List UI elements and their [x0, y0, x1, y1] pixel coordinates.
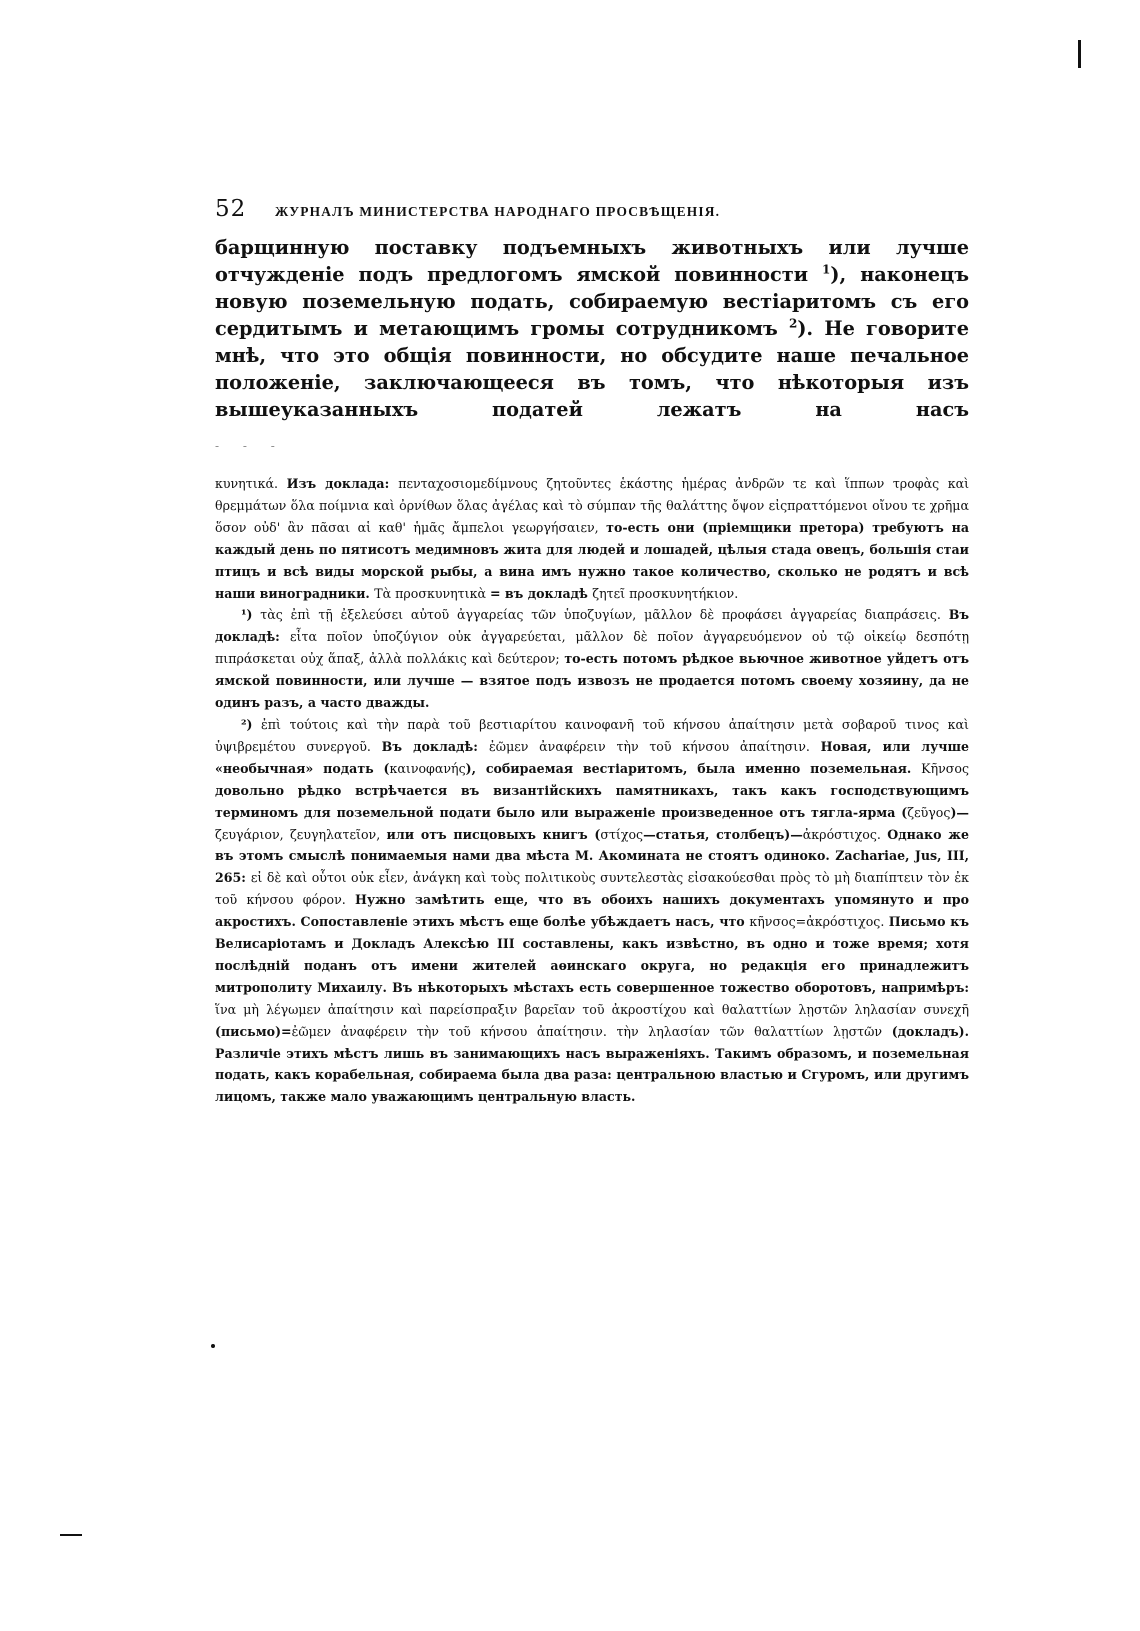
footnotes: [215, 473, 969, 1108]
greek-quote: ζητεῖ προσκυνητήκιον.: [592, 585, 739, 601]
greek-quote: στίχος: [600, 826, 644, 842]
greek-quote: Κῆνσος: [921, 760, 969, 776]
russian-text: (докладъ). Различіе этихъ мѣстъ лишь въ занимающихъ насъ выраженіяхъ. Такимъ образомъ, и поземельная подать, какъ корабельная, собираема была два раза: центральною властью и Сгуромъ, или другимъ лицомъ, также мало уважающимъ центральную власть.: [215, 1023, 969, 1105]
greek-quote: εἰ δὲ καὶ οὗτοι οὐκ εἶεν, ἀνάγκη καὶ τοὺς πολιτικοὺς συντελεστὰς εἰσακούεσθαι πρὸς τὸ μὴ διαπίπτειν τὸν ἐκ τοῦ κήνσου φόρον.: [215, 870, 969, 908]
russian-text: Нужно замѣтить еще, что въ обоихъ нашихъ документахъ упомянуто и про акростихъ. Сопоставленіе этихъ мѣстъ еще болѣе убѣждаетъ насъ, что: [215, 892, 969, 930]
greek-quote: ζεῦγος: [907, 804, 951, 820]
russian-text: —статья, столбецъ)—: [643, 826, 803, 842]
footnote-marker: ²): [241, 716, 253, 732]
russian-text: )—: [950, 804, 969, 820]
running-title: ЖУРНАЛЪ МИНИСТЕРСТВА НАРОДНАГО ПРОСВѢЩЕНІЯ.: [275, 204, 721, 219]
scan-edge-mark: [1078, 40, 1081, 68]
greek-quote: ζευγάριον, ζευγηλατεῖον,: [215, 826, 387, 842]
russian-text: Письмо къ Велисаріотамъ и Докладъ Алексѣю III составлены, какъ извѣстно, въ одно и тоже время; хотя послѣдній поданъ отъ имени жителей аѳинскаго округа, но редакція его принадлежитъ митрополиту Михаилу. Въ нѣкоторыхъ мѣстахъ есть совершенное тожество оборотовъ, напримѣръ:: [215, 914, 969, 995]
stray-dot: [211, 1344, 215, 1348]
russian-text: = въ докладѣ: [489, 585, 593, 601]
russian-text: Однако же въ этомъ смыслѣ понимаемыя нами два мѣста М. Акомината не стоятъ одиноко. Zachariae, Jus, III, 265:: [215, 826, 969, 886]
footnote-marker: ¹): [241, 607, 253, 623]
footnote-1: [215, 604, 969, 714]
page-number: 52: [215, 196, 247, 222]
russian-text: или отъ писцовыхъ книгъ (: [386, 826, 601, 842]
footnote-continuation: [215, 473, 969, 604]
footnote-ref: 1: [822, 262, 831, 277]
footnote-2: [215, 714, 969, 1108]
russian-text: довольно рѣдко встрѣчается въ византійскихъ памятникахъ, такъ какъ господствующимъ терминомъ для поземельной подати было или выраженіе произведенное отъ тягла-ярма (: [215, 782, 969, 820]
greek-quote: ἵνα μὴ λέγωμεν ἀπαίτησιν καὶ παρείσπραξιν βαρεῖαν τοῦ ἀκροστίχου καὶ θαλαττίων λῃστῶν ληλασίαν συνεχῆ: [215, 1001, 969, 1017]
greek-quote: ἐῶμεν ἀναφέρειν τὴν τοῦ κήνσου ἀπαίτησιν.: [489, 738, 821, 754]
main-paragraph: [215, 234, 969, 423]
main-text-part: барщинную поставку подъемныхъ животныхъ или лучше отчужденіе подъ предлогомъ ямской повинности: [215, 236, 969, 286]
russian-text: Въ докладѣ:: [381, 738, 490, 754]
main-text: [215, 234, 969, 423]
main-text-part: ). Не говорите мнѣ, что это общія повинности, но обсудите наше печальное положеніе, заключающееся въ томъ, что нѣкоторыя изъ вышеуказанныхъ податей лежатъ на насъ: [215, 317, 969, 421]
greek-quote: πενταχοσιομεδίμνους ζητοῦντες ἑκάστης ἡμέρας ἀνδρῶν τε καὶ ἵππων τροφὰς καὶ θρεμμάτων ὅλα ποίμνια καὶ ὀρνίθων ὅλας ἀγέλας καὶ τὸ σύμπαν τῆς θαλάττης ὄψον εἰςπραττόμενοι οἴνου τε χρῆμα ὅσον οὐδ' ἂν πᾶσαι αἱ καθ' ἡμᾶς ἄμπελοι γεωργήσαιεν,: [215, 476, 970, 535]
main-text-part: ), наконецъ новую поземельную подать, собираемую вестіаритомъ съ его сердитымъ и метающимъ громы сотрудникомъ: [215, 263, 969, 340]
separator-rule: - - -: [215, 439, 285, 453]
russian-text: Новая, или лучше «необычная» подать (: [215, 738, 969, 776]
scan-edge-mark: [60, 1534, 82, 1536]
russian-text: ), собираемая вестіаритомъ, была именно поземельная.: [465, 760, 922, 776]
greek-quote: εἶτα ποῖον ὑποζύγιον οὐκ ἀγγαρεύεται, μᾶλλον δὲ ποῖον ἀγγαρευόμενον οὐ τῷ οἰκείῳ δεσπότῃ πιπράσκεται οὐχ ἅπαξ, ἀλλὰ πολλάκις καὶ δεύτερον;: [215, 629, 969, 667]
footnote-ref: 2: [788, 316, 798, 331]
greek-quote: ἀκρόστιχος.: [802, 826, 888, 842]
greek-quote: Τὰ προσκυνητικὰ: [374, 585, 490, 601]
greek-quote: κυνητικά.: [215, 476, 287, 491]
greek-quote: ἐπὶ τούτοις καὶ τὴν παρὰ τοῦ βεστιαρίτου καινοφανῆ τοῦ κήνσου ἀπαίτησιν μετὰ σοβαροῦ τινος καὶ ὑψιβρεμέτου συνεργοῦ.: [215, 716, 969, 754]
greek-quote: κῆνσος=ἀκρόστιχος.: [749, 914, 889, 930]
russian-text: то-есть потомъ рѣдкое вьючное животное уйдетъ отъ ямской повинности, или лучше — взятое подъ извозъ не продается потомъ своему хозяину, да не одинъ разъ, а часто дважды.: [215, 651, 969, 711]
russian-text: (письмо)=: [215, 1023, 292, 1039]
greek-quote: τὰς ἐπὶ τῇ ἐξελεύσει αὐτοῦ ἀγγαρείας τῶν ὑποζυγίων, μᾶλλον δὲ προφάσει ἀγγαρείας διαπράσεις.: [260, 607, 949, 623]
page-header: [215, 196, 969, 222]
greek-quote: ἐῶμεν ἀναφέρειν τὴν τοῦ κήνσου ἀπαίτησιν. τὴν ληλασίαν τῶν θαλαττίων λῃστῶν: [291, 1023, 892, 1039]
greek-quote: καινοφανής: [389, 760, 466, 776]
russian-text: Изъ доклада:: [286, 476, 399, 491]
russian-text: то-есть они (пріемщики претора) требуютъ на каждый день по пятисотъ медимновъ жита для людей и лошадей, цѣлыя стада овецъ, большія стаи птицъ и всѣ виды морской рыбы, а вина имъ нужно такое количество, сколько не родятъ и всѣ наши виноградники.: [215, 519, 970, 601]
book-page: [215, 196, 969, 1108]
russian-text: Въ докладѣ:: [215, 607, 969, 645]
